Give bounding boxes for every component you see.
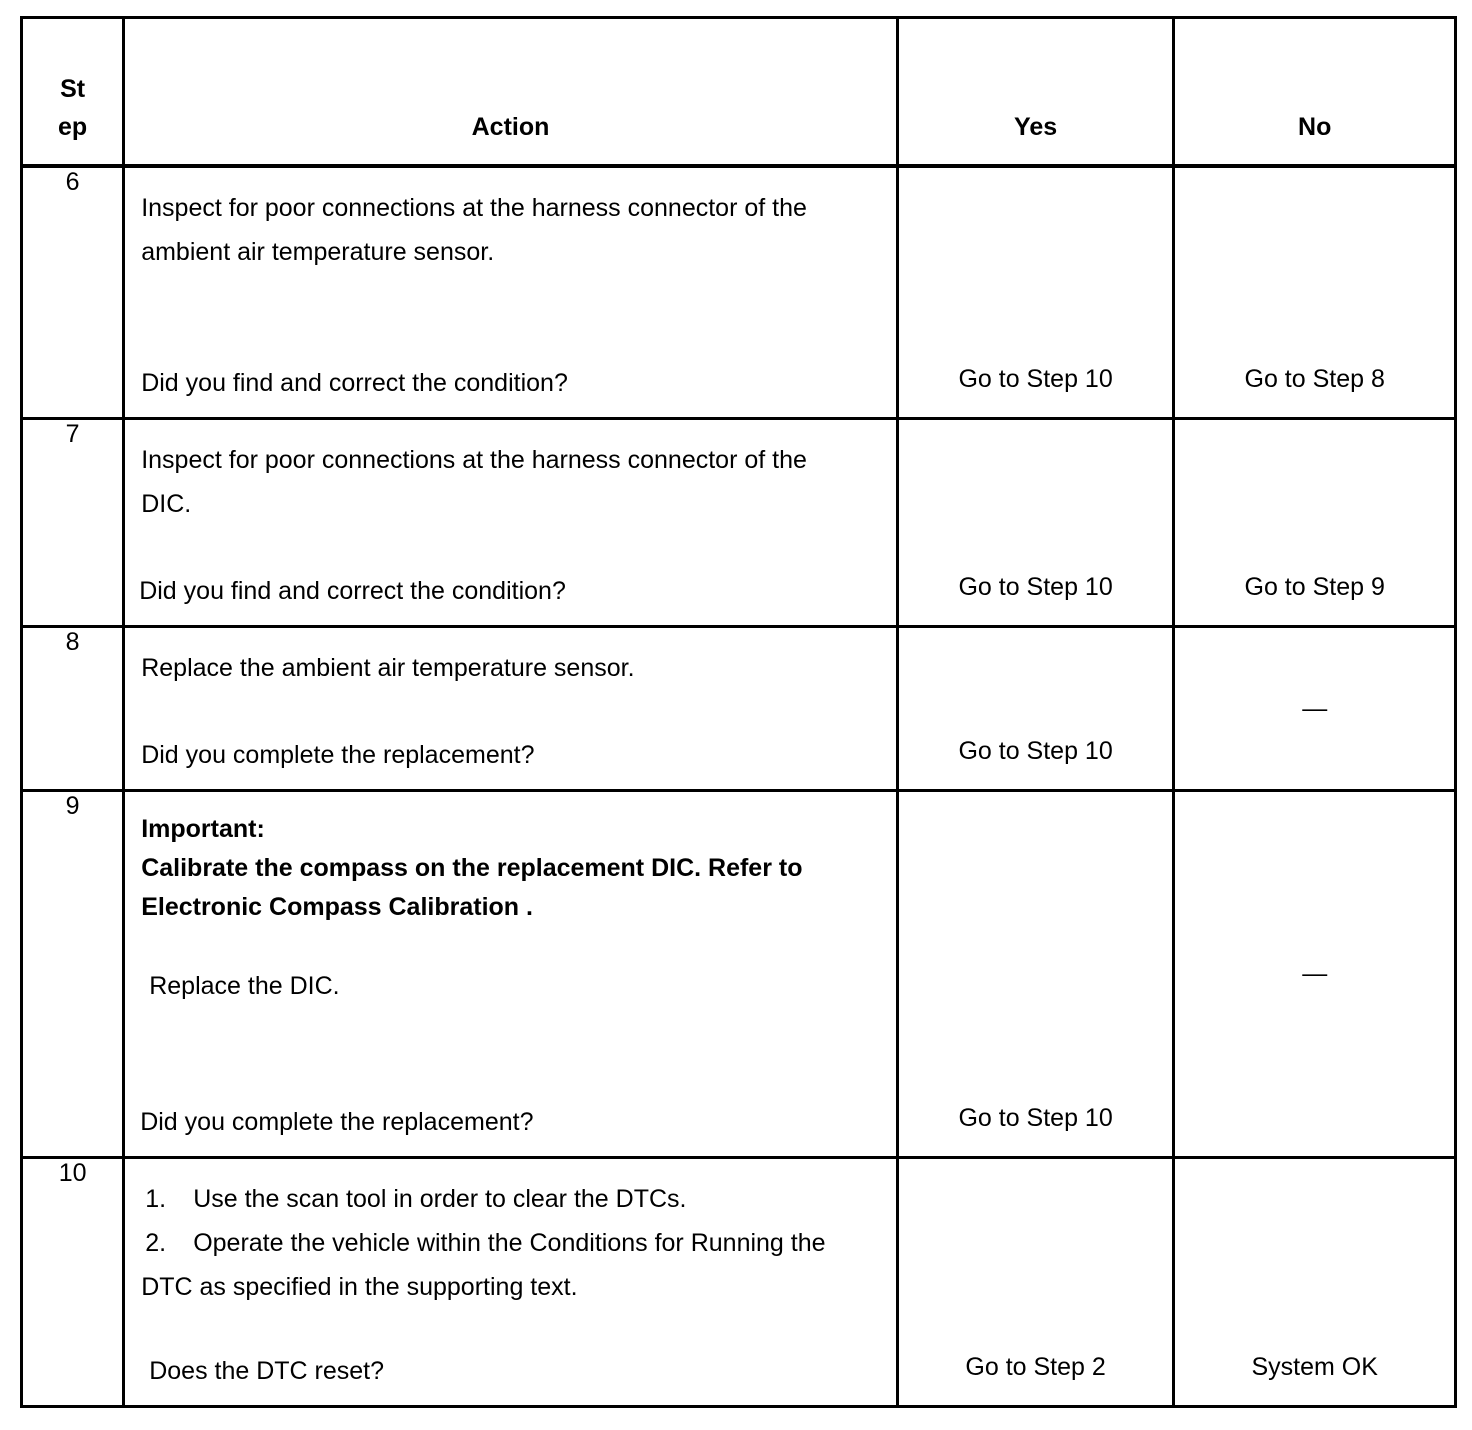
- action-cell: [124, 791, 898, 1158]
- header-step-line1: St: [60, 74, 86, 103]
- list-item-text: Operate the vehicle within the Conditions for Running the DTC as specified in the supporting text.: [141, 1229, 826, 1301]
- header-step-line2: ep: [58, 112, 88, 141]
- step-number: 7: [22, 419, 124, 627]
- no-result: Go to Step 8: [1244, 365, 1385, 393]
- no-cell: [1174, 627, 1456, 791]
- action-text: Inspect for poor connections at the harness connector of the ambient air temperature sensor.: [141, 193, 807, 266]
- no-result-dash: —: [1302, 694, 1328, 722]
- header-action: Action: [124, 18, 898, 166]
- header-yes: Yes: [897, 18, 1174, 166]
- list-item-number: 2.: [145, 1229, 167, 1257]
- action-cell: [124, 419, 898, 627]
- yes-result: Go to Step 10: [958, 737, 1113, 765]
- action-list: [141, 1177, 836, 1309]
- list-item: [141, 1221, 836, 1309]
- table-row: [22, 1158, 1456, 1407]
- header-row: [22, 18, 1456, 166]
- no-result: System OK: [1251, 1353, 1378, 1381]
- diagnostic-table: [20, 16, 1457, 1408]
- action-question: Did you find and correct the condition?: [141, 369, 568, 397]
- table-row: [22, 419, 1456, 627]
- yes-cell: [897, 791, 1174, 1158]
- important-label: Important:: [141, 815, 265, 843]
- action-cell: [124, 166, 898, 419]
- action-question: Did you complete the replacement?: [140, 1108, 534, 1136]
- no-result: Go to Step 9: [1244, 573, 1385, 601]
- yes-cell: [897, 1158, 1174, 1407]
- no-cell: [1174, 166, 1456, 419]
- no-result-dash: —: [1302, 959, 1328, 988]
- no-cell: [1174, 791, 1456, 1158]
- step-number: 10: [22, 1158, 124, 1407]
- action-text: Replace the DIC.: [149, 972, 340, 1000]
- step-number: 6: [22, 166, 124, 419]
- action-cell: [124, 1158, 898, 1407]
- header-no: No: [1174, 18, 1456, 166]
- action-question: Did you find and correct the condition?: [139, 577, 566, 605]
- yes-cell: [897, 419, 1174, 627]
- yes-cell: [897, 627, 1174, 791]
- table-row: [22, 791, 1456, 1158]
- important-text: Calibrate the compass on the replacement DIC. Refer to Electronic Compass Calibration .: [141, 854, 803, 921]
- action-text: Inspect for poor connections at the harness connector of the DIC.: [141, 446, 807, 518]
- step-number: 9: [22, 791, 124, 1158]
- yes-result: Go to Step 10: [958, 573, 1113, 601]
- list-item: [141, 1177, 836, 1221]
- action-cell: [124, 627, 898, 791]
- yes-cell: [897, 166, 1174, 419]
- table-row: [22, 627, 1456, 791]
- yes-result: Go to Step 10: [958, 365, 1113, 393]
- list-item-text: Use the scan tool in order to clear the DTCs.: [193, 1185, 687, 1213]
- no-cell: [1174, 1158, 1456, 1407]
- step-number: 8: [22, 627, 124, 791]
- yes-result: Go to Step 2: [965, 1353, 1106, 1381]
- action-text: Replace the ambient air temperature sensor.: [141, 654, 635, 682]
- no-cell: [1174, 419, 1456, 627]
- header-step: [22, 18, 124, 166]
- important-note: [141, 810, 856, 927]
- action-question: Does the DTC reset?: [149, 1357, 385, 1385]
- list-item-number: 1.: [145, 1185, 167, 1213]
- action-question: Did you complete the replacement?: [141, 741, 535, 769]
- yes-result: Go to Step 10: [958, 1104, 1113, 1132]
- table-row: [22, 166, 1456, 419]
